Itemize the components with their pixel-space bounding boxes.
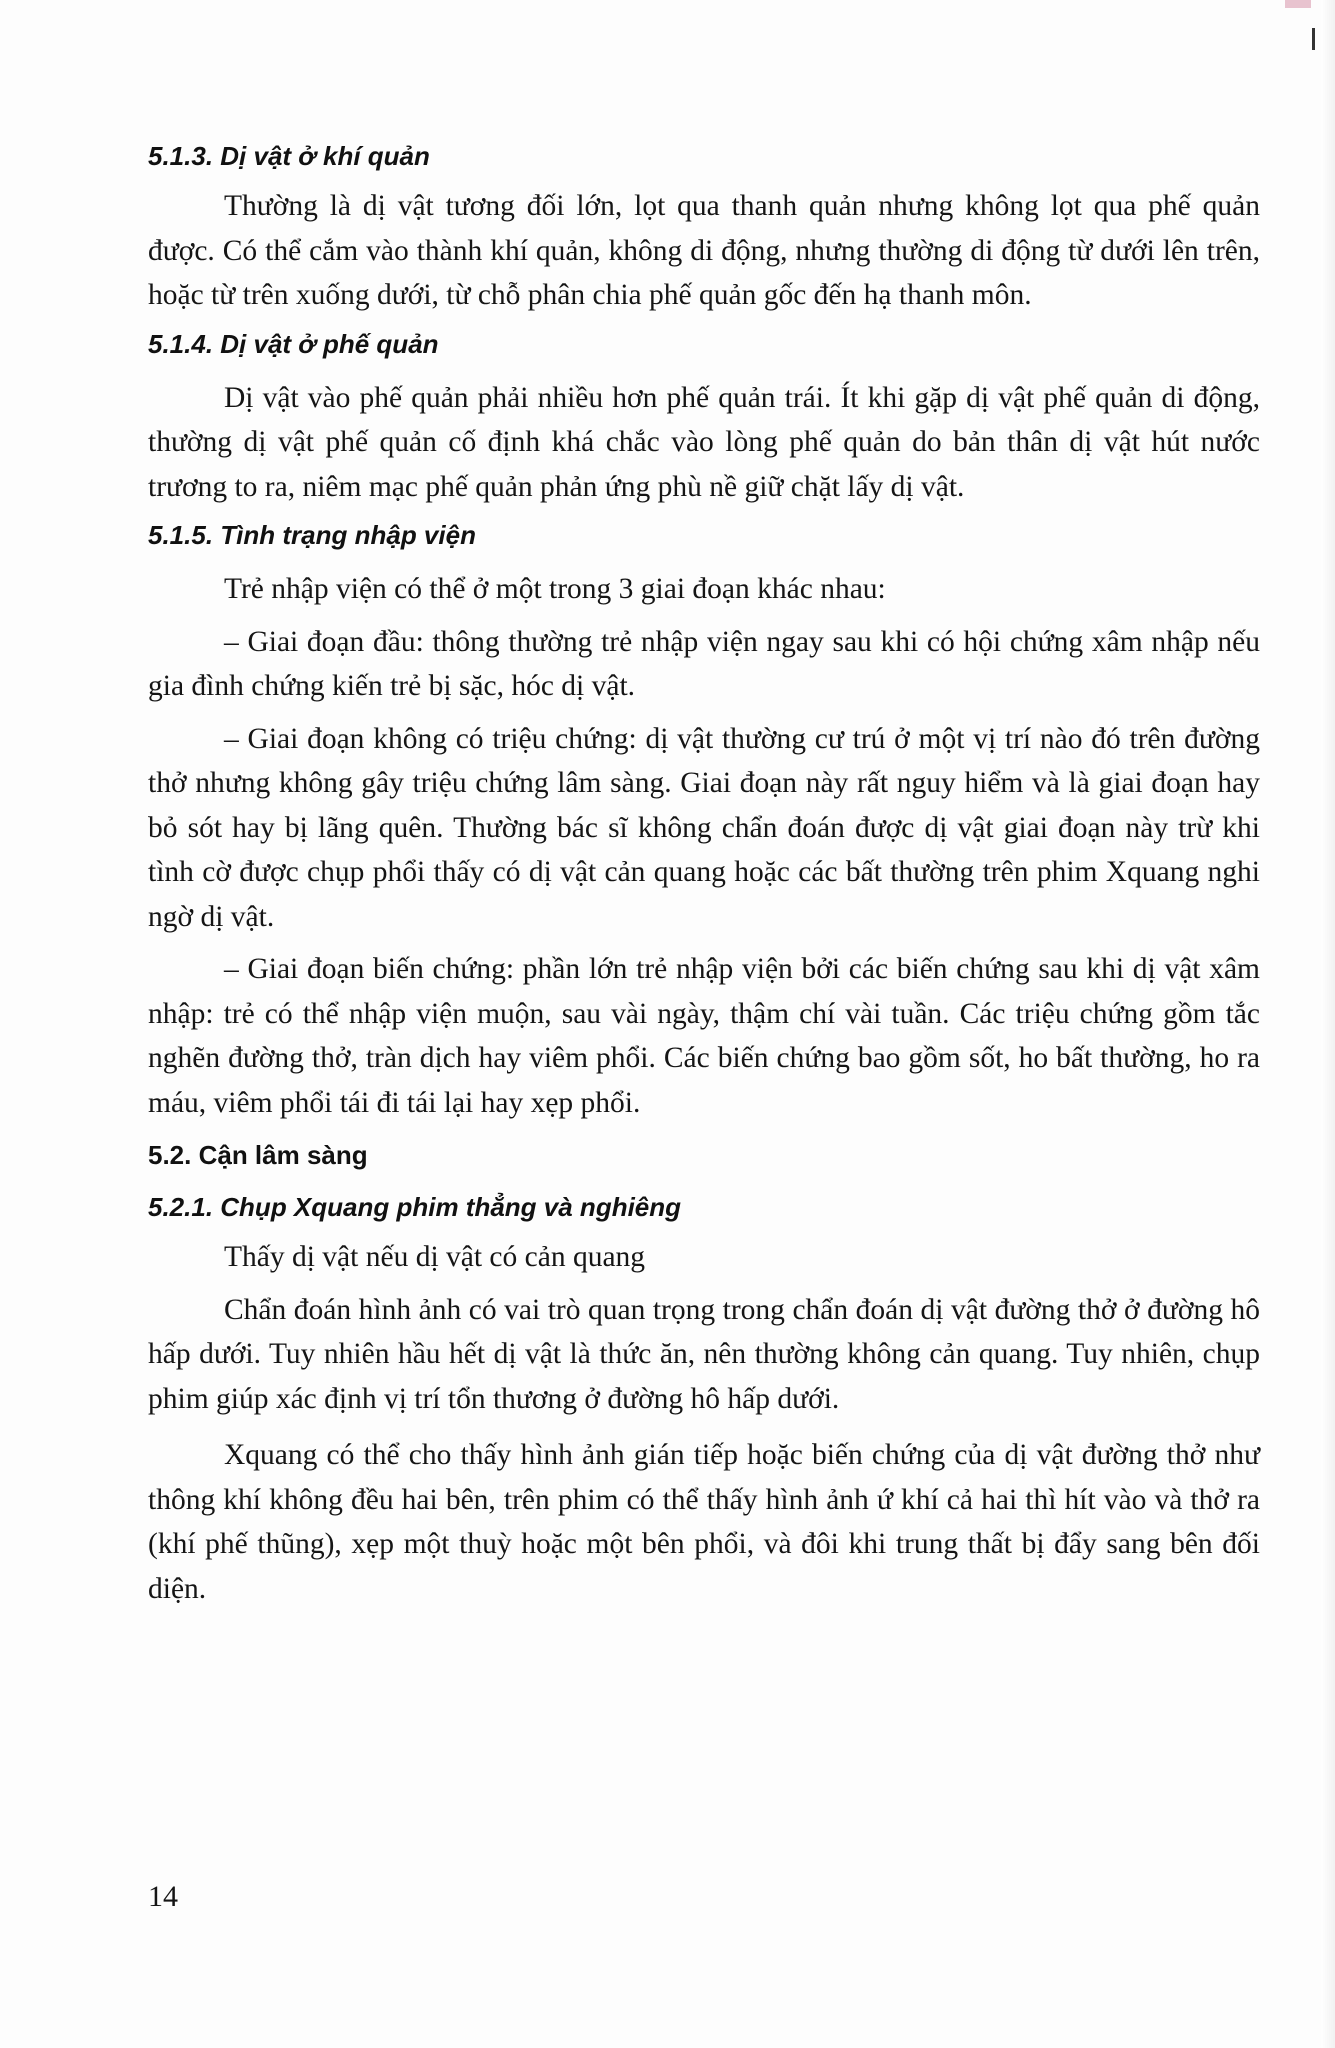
- page-number: 14: [148, 1880, 178, 1913]
- paragraph-imaging-role: Chẩn đoán hình ảnh có vai trò quan trọng trong chẩn đoán dị vật đường thở ở đường hô hấp dưới. Tuy nhiên hầu hết dị vật là thức ăn, nên thường không cản quang. Tuy nhiên, chụp phim giúp xác định vị trí tổn thương ở đường hô hấp dưới.: [148, 1293, 1260, 1415]
- scan-edge-mark: [1312, 28, 1315, 50]
- page-body: [148, 138, 1260, 1611]
- scan-color-mark: [1285, 0, 1311, 8]
- paragraph-stage-asymptomatic: – Giai đoạn không có triệu chứng: dị vật thường cư trú ở một vị trí nào đó trên đường thở nhưng không gây triệu chứng lâm sàng. Giai đoạn này rất nguy hiểm và là giai đoạn hay bỏ sót hay bị lãng quên. Thường bác sĩ không chẩn đoán được dị vật giai đoạn này trừ khi tình cờ được chụp phổi thấy có dị vật cản quang hoặc các bất thường trên phim Xquang nghi ngờ dị vật.: [148, 722, 1260, 933]
- paragraph-5-1-3: Thường là dị vật tương đối lớn, lọt qua thanh quản nhưng không lọt qua phế quản được. Có thể cắm vào thành khí quản, không di động, nhưng thường di động từ dưới lên trên, hoặc từ trên xuống dưới, từ chỗ phân chia phế quản gốc đến hạ thanh môn.: [148, 190, 1260, 311]
- section-heading-5-1-5: 5.1.5. Tình trạng nhập viện: [148, 520, 476, 550]
- section-heading-5-1-4: 5.1.4. Dị vật ở phế quản: [148, 328, 439, 359]
- section-heading-5-2: 5.2. Cận lâm sàng: [148, 1140, 368, 1170]
- paragraph-radiopaque: Thấy dị vật nếu dị vật có cản quang: [224, 1241, 646, 1273]
- page-edge-shadow: [1321, 0, 1335, 2048]
- section-heading-5-2-1: 5.2.1. Chụp Xquang phim thẳng và nghiêng: [148, 1192, 682, 1222]
- paragraph-stage-complications: – Giai đoạn biến chứng: phần lớn trẻ nhập viện bởi các biến chứng sau khi dị vật xâm nhập: trẻ có thể nhập viện muộn, sau vài ngày, thậm chí vài tuần. Các triệu chứng gồm tắc nghẽn đường thở, tràn dịch hay viêm phổi. Các biến chứng bao gồm sốt, ho bất thường, ho ra máu, viêm phổi tái đi tái lại hay xẹp phổi.: [148, 953, 1260, 1119]
- paragraph-xray-findings: Xquang có thể cho thấy hình ảnh gián tiếp hoặc biến chứng của dị vật đường thở như thông khí không đều hai bên, trên phim có thể thấy hình ảnh ứ khí cả hai thì hít vào và thở ra (khí phế thũng), xẹp một thuỳ hoặc một bên phổi, và đôi khi trung thất bị đẩy sang bên đối diện.: [148, 1439, 1260, 1605]
- paragraph-stage-initial: – Giai đoạn đầu: thông thường trẻ nhập viện ngay sau khi có hội chứng xâm nhập nếu gia đình chứng kiến trẻ bị sặc, hóc dị vật.: [148, 625, 1260, 702]
- paragraph-intro-stages: Trẻ nhập viện có thể ở một trong 3 giai đoạn khác nhau:: [224, 573, 886, 605]
- paragraph-5-1-4: Dị vật vào phế quản phải nhiều hơn phế quản trái. Ít khi gặp dị vật phế quản di động, thường dị vật phế quản cố định khá chắc vào lòng phế quản do bản thân dị vật hút nước trương to ra, niêm mạc phế quản phản ứng phù nề giữ chặt lấy dị vật.: [148, 381, 1260, 503]
- section-heading-5-1-3: 5.1.3. Dị vật ở khí quản: [148, 141, 430, 171]
